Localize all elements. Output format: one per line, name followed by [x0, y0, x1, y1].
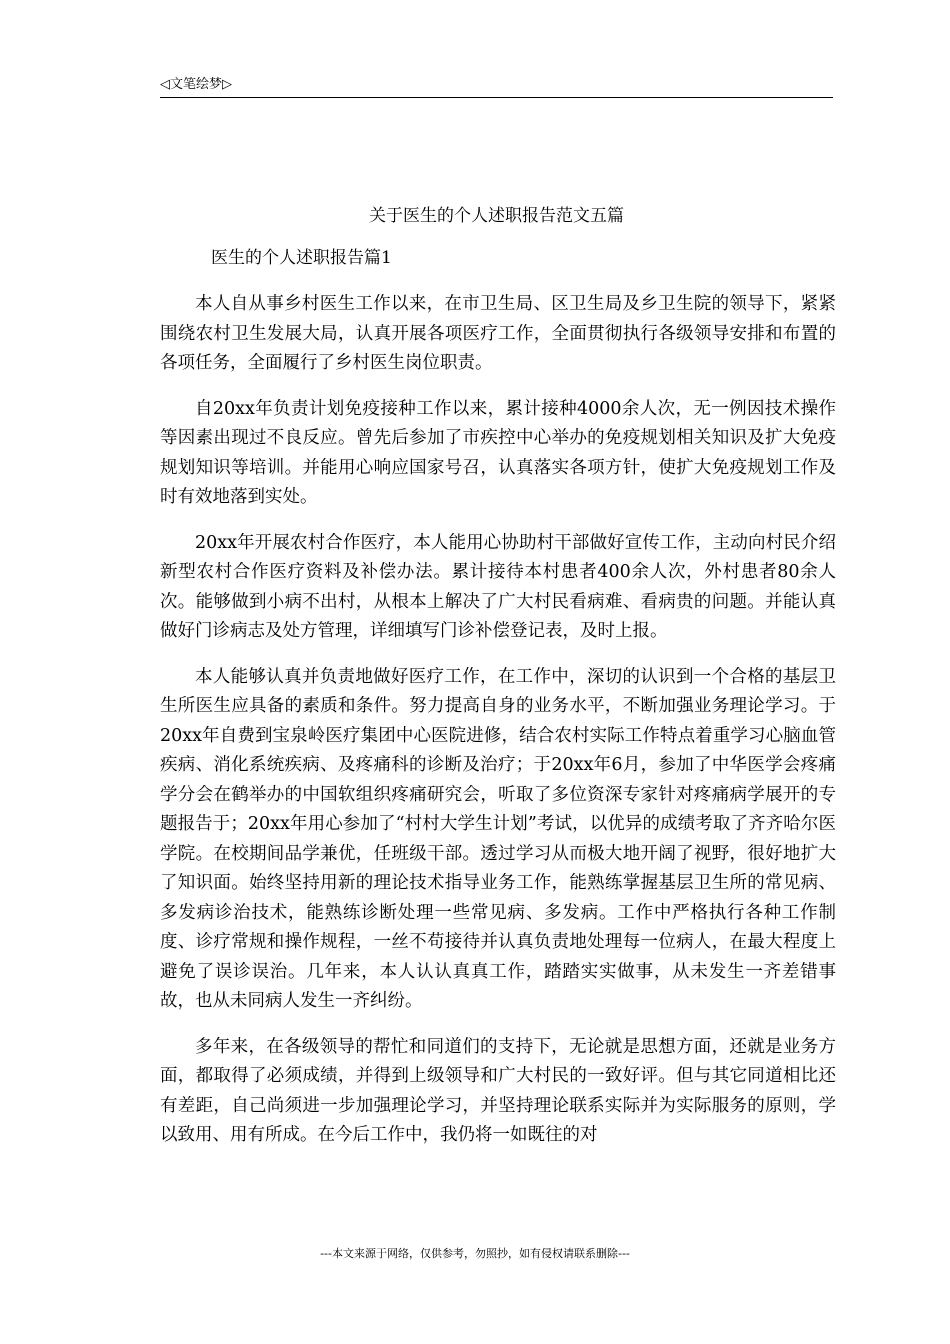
paragraph: 多年来，在各级领导的帮忙和同道们的支持下，无论就是思想方面，还就是业务方面，都取得了必须成绩，并得到上级领导和广大村民的一致好评。但与其它同道相比还有差距，自己尚须进一步加强理论学习，并坚持理论联系实际并为实际服务的原则，学以致用、用有所成。在今后工作中，我仍将一如既往的对: [160, 1036, 836, 1145]
paragraph: 20xx年开展农村合作医疗，本人能用心协助村干部做好宣传工作，主动向村民介绍新型农村合作医疗资料及补偿办法。累计接待本村患者400余人次，外村患者80余人次。能够做到小病不出村，从根本上解决了广大村民看病难、看病贵的问题。并能认真做好门诊病志及处方管理，详细填写门诊补偿登记表，及时上报。: [160, 532, 836, 641]
paragraph: 本人能够认真并负责地做好医疗工作，在工作中，深切的认识到一个合格的基层卫生所医生应具备的素质和条件。努力提高自身的业务水平，不断加强业务理论学习。于20xx年自费到宝泉岭医疗集团中心医院进修，结合农村实际工作特点着重学习心脑血管疾病、消化系统疾病、及疼痛科的诊断及治疗；于20xx年6月，参加了中华医学会疼痛学分会在鹤举办的中国软组织疼痛研究会，听取了多位资深专家针对疼痛病学展开的专题报告于；20xx年用心参加了“村村大学生计划”考试，以优异的成绩考取了齐齐哈尔医学院。在校期间品学兼优，任班级干部。透过学习从而极大地开阔了视野，很好地扩大了知识面。始终坚持用新的理论技术指导业务工作，能熟练掌握基层卫生所的常见病、多发病诊治技术，能熟练诊断处理一些常见病、多发病。工作中严格执行各种工作制度、诊疗常规和操作规程，一丝不苟接待并认真负责地处理每一位病人，在最大程度上避免了误诊误治。几年来，本人认认真真工作，踏踏实实做事，从未发生一齐差错事故，也从未同病人发生一齐纠纷。: [160, 666, 836, 1011]
document-title: 关于医生的个人述职报告范文五篇: [369, 206, 624, 226]
footer-disclaimer: ---本文来源于网络，仅供参考，勿照抄，如有侵权请联系删除---: [320, 1247, 630, 1260]
header-divider: [160, 97, 833, 98]
header-logo-mark: ◁文笔绘梦▷: [160, 77, 232, 92]
paragraph: 本人自从事乡村医生工作以来，在市卫生局、区卫生局及乡卫生院的领导下，紧紧围绕农村卫生发展大局，认真开展各项医疗工作，全面贯彻执行各级领导安排和布置的各项任务，全面履行了乡村医生岗位职责。: [160, 294, 836, 373]
document-body: [160, 290, 836, 1167]
paragraph: 自20xx年负责计划免疫接种工作以来，累计接种4000余人次，无一例因技术操作等因素出现过不良反应。曾先后参加了市疾控中心举办的免疫规划相关知识及扩大免疫规划知识等培训。并能用心响应国家号召，认真落实各项方针，使扩大免疫规划工作及时有效地落到实处。: [160, 398, 836, 507]
section-heading: 医生的个人述职报告篇1: [211, 248, 392, 268]
